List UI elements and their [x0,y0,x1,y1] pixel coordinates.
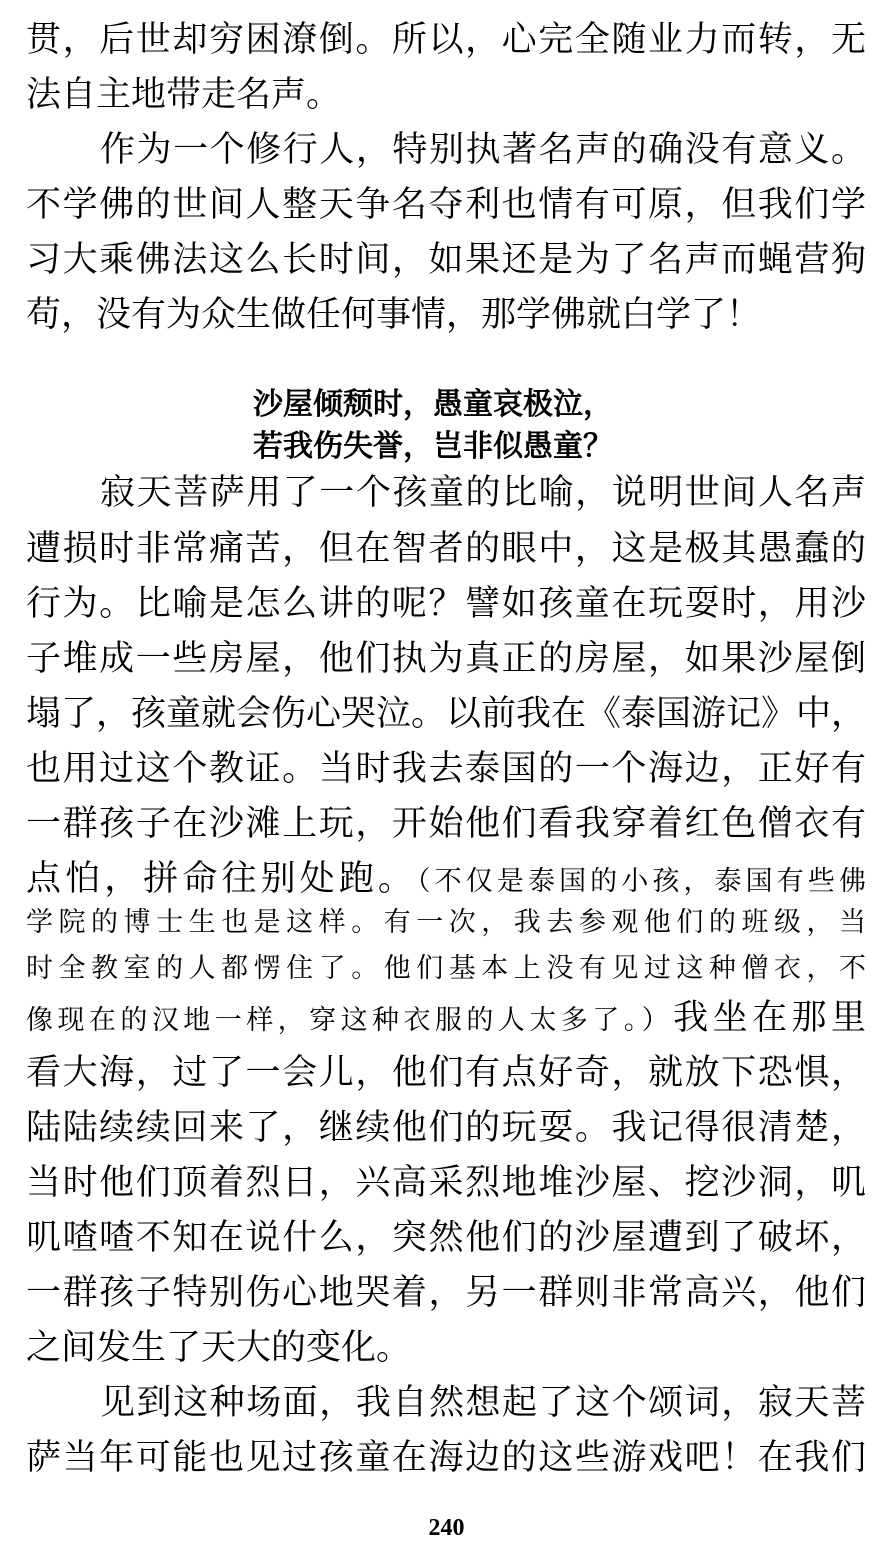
text-line: 看大海，过了一会儿，他们有点好奇，就放下恐惧， [26,1053,866,1093]
text-line: 一群孩子特别伤心地哭着，另一群则非常高兴，他们 [26,1273,866,1313]
text-line: 习大乘佛法这么长时间，如果还是为了名声而蝇营狗 [26,240,866,280]
text-main: 我坐在那里 [673,998,866,1038]
text-line: 见到这种场面，我自然想起了这个颂词，寂天菩 [100,1383,866,1423]
text-line: 子堆成一些房屋，他们执为真正的房屋，如果沙屋倒 [26,639,866,679]
text-main: 点怕，拼命往别处跑。 [26,859,418,899]
text-line: 叽喳喳不知在说什么，突然他们的沙屋遭到了破坏， [26,1218,866,1258]
text-line: 作为一个修行人，特别执著名声的确没有意义。 [100,130,866,170]
text-line: 也用过这个教证。当时我去泰国的一个海边，正好有 [26,749,866,789]
verse-line: 沙屋倾颓时，愚童哀极泣， [253,387,613,422]
text-line: 贯，后世却穷困潦倒。所以，心完全随业力而转，无 [26,20,866,60]
text-line: 行为。比喻是怎么讲的呢？譬如孩童在玩耍时，用沙 [26,584,866,624]
text-line: 苟，没有为众生做任何事情，那学佛就白学了！ [26,295,762,335]
text-line: 法自主地带走名声。 [26,75,342,115]
text-line-note: 学院的博士生也是这样。有一次，我去参观他们的班级，当 [26,907,866,938]
text-line: 寂天菩萨用了一个孩童的比喻，说明世间人名声 [100,473,866,513]
text-line-note: 时全教室的人都愣住了。他们基本上没有见过这种僧衣，不 [26,953,866,984]
page-number: 240 [428,1515,465,1541]
text-line: 塌了，孩童就会伤心哭泣。以前我在《泰国游记》中， [26,694,866,734]
text-line: 一群孩子在沙滩上玩，开始他们看我穿着红色僧衣有 [26,804,866,844]
verse-line: 若我伤失誉，岂非似愚童？ [253,429,613,464]
text-note: 像现在的汉地一样，穿这种衣服的人太多了。） [26,1005,674,1036]
text-line: 当时他们顶着烈日，兴高采烈地堆沙屋、挖沙洞，叽 [26,1163,866,1203]
text-line: 陆陆续续回来了，继续他们的玩耍。我记得很清楚， [26,1108,866,1148]
text-line-mixed [26,993,866,1043]
text-line: 不学佛的世间人整天争名夺利也情有可原，但我们学 [26,185,866,225]
text-line: 遭损时非常痛苦，但在智者的眼中，这是极其愚蠢的 [26,529,866,569]
text-line: 萨当年可能也见过孩童在海边的这些游戏吧！在我们 [26,1438,866,1478]
text-line-mixed [26,854,866,904]
text-line: 之间发生了天大的变化。 [26,1328,412,1368]
text-note: （不仅是泰国的小孩，泰国有些佛 [417,866,866,897]
